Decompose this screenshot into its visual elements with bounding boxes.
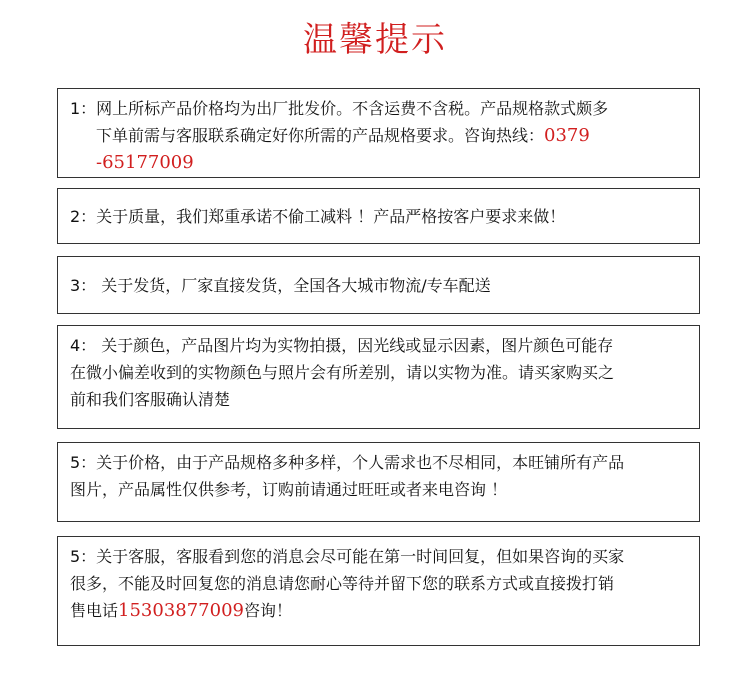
hotline-number-part1: 0379: [544, 125, 590, 146]
sales-phone-number: 15303877009: [118, 600, 244, 621]
notice-line: 1：网上所标产品价格均为出厂批发价。不含运费不含税。产品规格款式颇多: [70, 99, 609, 118]
notice-text: 售电话: [70, 601, 119, 620]
notice-line: 图片，产品属性仅供参考，订购前请通过旺旺或者来电咨询 ！: [70, 480, 508, 499]
notice-text: 咨询！: [244, 601, 293, 620]
notice-line: 前和我们客服确认清楚: [70, 390, 231, 409]
notice-line: 在微小偏差收到的实物颜色与照片会有所差别，请以实物为准。请买家购买之: [70, 363, 615, 382]
notice-text: 下单前需与客服联系确定好你所需的产品规格要求。咨询热线：: [96, 126, 545, 145]
notice-box-shipping: [57, 256, 700, 314]
hotline-number-part2: -65177009: [96, 152, 194, 173]
notice-line: 很多，不能及时回复您的消息请您耐心等待并留下您的联系方式或直接拨打销: [70, 574, 615, 593]
notice-box-price: [57, 442, 700, 522]
notice-line: [70, 122, 691, 149]
notice-line: 5：关于客服，客服看到您的消息会尽可能在第一时间回复，但如果咨询的买家: [70, 547, 625, 566]
notice-line: [70, 597, 691, 624]
notice-line: 3： 关于发货，厂家直接发货，全国各大城市物流/专车配送: [70, 276, 491, 295]
notice-line: 2：关于质量，我们郑重承诺不偷工减料 ！产品严格按客户要求来做！: [70, 207, 566, 226]
notice-box-customer-service: [57, 536, 700, 646]
notice-line: 4： 关于颜色，产品图片均为实物拍摄，因光线或显示因素，图片颜色可能存: [70, 336, 614, 355]
notice-line: [70, 149, 691, 176]
notice-box-color: [57, 325, 700, 429]
notice-box-quality: [57, 188, 700, 244]
notice-box-pricing-hotline: [57, 88, 700, 178]
page-title: 温馨提示: [303, 20, 447, 60]
notice-line: 5：关于价格，由于产品规格多种多样，个人需求也不尽相同，本旺铺所有产品: [70, 453, 625, 472]
